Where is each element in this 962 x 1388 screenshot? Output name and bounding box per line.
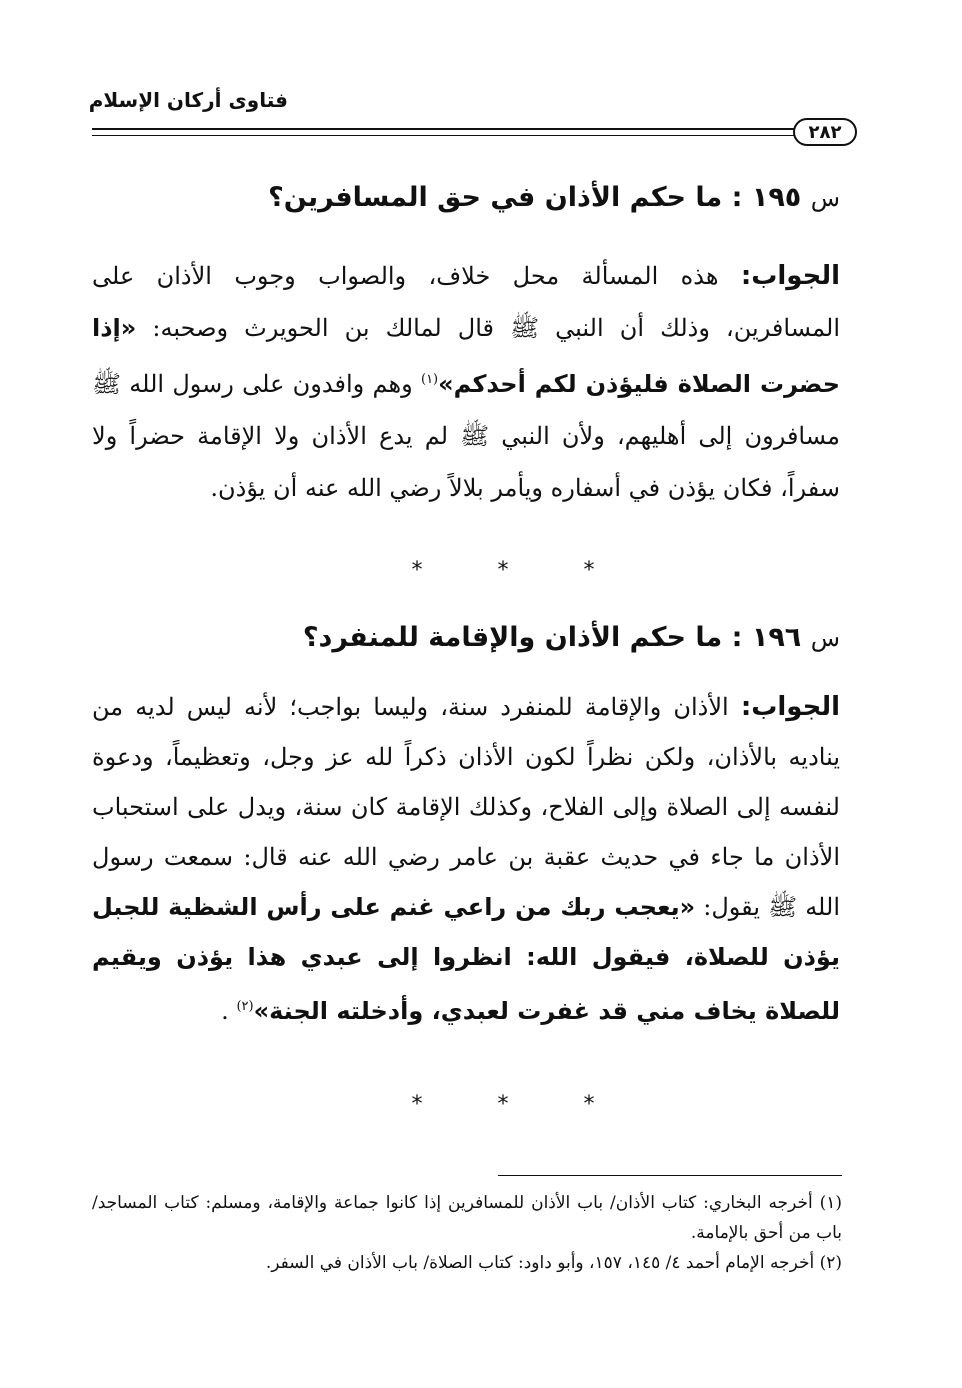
header-rule <box>92 128 794 130</box>
section-separator: * * * <box>411 1092 629 1117</box>
question-195-heading <box>200 182 840 213</box>
footnote-ref: (٢) <box>236 999 254 1014</box>
answer-label: الجواب: <box>740 261 840 291</box>
footnote-ref: (١) <box>420 372 439 387</box>
question-196-heading <box>200 622 840 653</box>
question-number: ١٩٥ <box>751 182 802 213</box>
section-separator: * * * <box>411 558 629 583</box>
answer-label: الجواب: <box>740 692 840 722</box>
answer-195 <box>92 250 840 514</box>
answer-text: هذه المسألة محل خلاف، والصواب وجوب الأذان على المسافرين، وذلك أن النبي ﷺ قال لمالك بن الحويرث وصحبه: <box>92 262 840 342</box>
sentence-end: . <box>221 997 229 1025</box>
question-number: ١٩٦ <box>751 622 802 653</box>
page-number: ٢٨٢ <box>793 118 857 146</box>
answer-text-cont: وهم وافدون على رسول الله ﷺ مسافرون إلى أهليهم، ولأن النبي ﷺ لم يدع الأذان ولا الإقامة حضراً ولا سفراً، فكان يؤذن في أسفاره ويأمر بلالاً رضي الله عنه أن يؤذن. <box>92 370 840 502</box>
answer-text: الأذان والإقامة للمنفرد سنة، وليسا بواجب؛ لأنه ليس لديه من يناديه بالأذان، ولكن نظراً لكون الأذان ذكراً لله عز وجل، وتعظيماً، ودعوة لنفسه إلى الصلاة وإلى الفلاح، وكذلك الإقامة كان سنة، ويدل على استحباب الأذان ما جاء في حديث عقبة بن عامر رضي الله عنه قال: سمعت رسول الله ﷺ يقول: <box>92 693 840 921</box>
hadith-quote: «إذا حضرت الصلاة فليؤذن لكم أحدكم» <box>92 314 840 398</box>
question-text: : ما حكم الأذان في حق المسافرين؟ <box>268 182 743 213</box>
hadith-quote: «يعجب ربك من راعي غنم على رأس الشظية للجبل يؤذن للصلاة، فيقول الله: انظروا إلى عبدي هذا يؤذن ويقيم للصلاة يخاف مني قد غفرت لعبدي، وأدخلته الجنة» <box>92 893 840 1025</box>
footnotes <box>92 1188 842 1278</box>
question-marker: س <box>810 624 840 652</box>
header-rule-thin <box>92 135 794 136</box>
footnote-2: (٢) أخرجه الإمام أحمد ٤/ ١٤٥، ١٥٧، وأبو داود: كتاب الصلاة/ باب الأذان في السفر. <box>265 1253 842 1273</box>
question-marker: س <box>810 184 840 212</box>
question-text: : ما حكم الأذان والإقامة للمنفرد؟ <box>302 622 743 653</box>
running-title: فتاوى أركان الإسلام <box>88 88 288 112</box>
footnote-rule <box>498 1175 842 1176</box>
answer-196 <box>92 682 840 1036</box>
footnote-1: (١) أخرجه البخاري: كتاب الأذان/ باب الأذان للمسافرين إذا كانوا جماعة والإقامة، ومسلم: كتاب المساجد/ باب من أحق بالإمامة. <box>92 1193 842 1243</box>
